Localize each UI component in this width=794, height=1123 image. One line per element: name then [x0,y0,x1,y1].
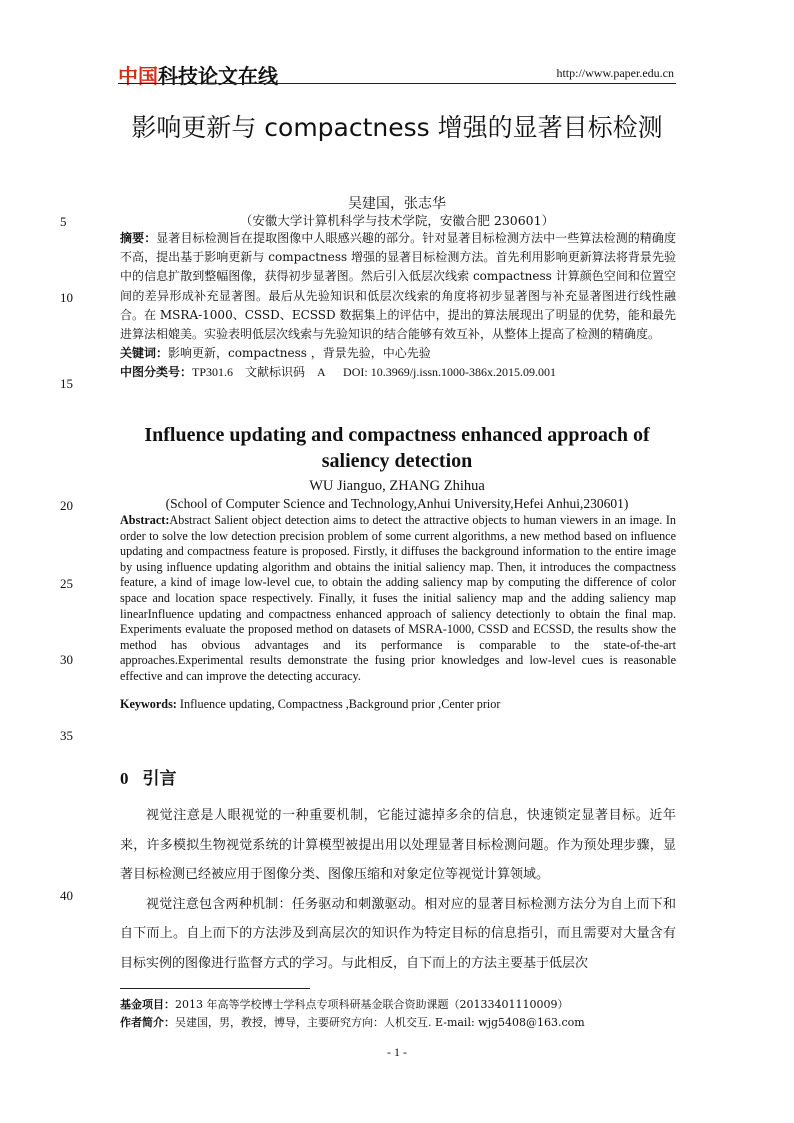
classification-line: 中图分类号：TP301.6 文献标识码 A DOI: 10.3969/j.issn.1000-386x.2015.09.001 [120,365,557,380]
logo-black-text: 科技论文在线 [158,64,278,88]
fund-label: 基金项目： [120,998,175,1011]
chinese-abstract-block [120,229,676,383]
english-abstract [120,513,676,685]
english-keywords-text: Influence updating, Compactness ,Background prior ,Center prior [179,697,501,711]
english-authors: WU Jianguo, ZHANG Zhihua [309,478,485,494]
english-title: Influence updating and compactness enhanced approach of saliency detection [144,424,650,472]
line-number: 30 [60,652,73,667]
fund-footnote [120,996,676,1012]
author-footnote [120,1014,676,1030]
chinese-title: 影响更新与 compactness 增强的显著目标检测 [131,113,663,142]
chinese-authors: 吴建国，张志华 [348,196,446,212]
line-number: 5 [60,214,67,229]
author-text: 吴建国，男，教授，博导，主要研究方向：人机交互. E-mail: wjg5408@163.com [175,1016,585,1029]
fund-text: 2013 年高等学校博士学科点专项科研基金联合资助课题（20133401110009） [175,998,569,1011]
line-number: 25 [60,576,73,591]
section-number: 0 [120,769,129,788]
classification-label: 中图分类号 [120,365,181,380]
classification-text: TP301.6 文献标识码 A DOI: 10.3969/j.issn.1000-386x.2015.09.001 [192,365,557,380]
english-abstract-label: Abstract: [120,513,170,527]
english-keywords [120,697,676,712]
paragraph: 视觉注意包含两种机制：任务驱动和刺激驱动。相对应的显著目标检测方法分为自上而下和自下而上。自上而下的方法涉及到高层次的知识作为特定目标的信息指引，而且需要对大量含有目标实例的图像进行监督方式的学习。与此相反，自下而上的方法主要基于低层次 [120,896,676,971]
chinese-keywords: 关键词：影响更新，compactness ，背景先验，中心先验 [120,346,431,361]
section-heading [120,764,177,789]
english-affiliation: (School of Computer Science and Technology,Anhui University,Hefei Anhui,230601) [165,496,629,511]
line-number: 15 [60,376,73,391]
english-keywords-label: Keywords: [120,697,177,711]
line-number: 40 [60,888,73,903]
chinese-abstract: 摘要：显著目标检测旨在提取图像中人眼感兴趣的部分。针对显著目标检测方法中一些算法检测的精确度不高，提出基于影响更新与 compactness 增强的显著目标检测方法。首先利用影响更新算法将背景先验中的信息扩散到整幅图像，获得初步显著图。然后引入低层次线索 compactness 计算颜色空间和位置空间的差异形成补充显著图。最后从先验知识和低层次线索的角度将初步显著图与补充显著图进行线性融合。在 MSRA-1000、CSSD、ECSSD 数据集上的评估中，提出的算法展现出了明显的优势，能和最先进算法相媲美。实验表明低层次线索与先验知识的结合能够有效互补，从整体上提高了检测的精确度。 [120,231,676,342]
body-text [120,801,676,978]
chinese-affiliation: （安徽大学计算机科学与技术学院，安徽合肥 230601） [239,213,555,228]
header-rule [118,83,676,84]
abstract-label: 摘要 [120,231,145,245]
line-number: 20 [60,498,73,513]
english-abstract-text: Abstract Salient object detection aims to detect the attractive objects to human viewers in an image. In order to solve the low detection precision problem of some current algorithms, a new method based on influence updating and compactness feature is proposed. Firstly, it diffuses the background information to the entire image by using influence updating algorithm and obtains the initial saliency map. Then, it introduces the compactness feature, a kind of image low-level cue, to obtain the adding saliency map by computing the difference of color space and location space respectively. Finally, it fuses the initial saliency map and the adding saliency map linearInfluence updating and compactness enhanced approach of saliency detectionly to obtain the final map. Experiments evaluate the proposed method on datasets of MSRA-1000, CSSD and ECSSD, the results show the method has obvious advantages and its performance is comparable to the state-of-the-art approaches.Experimental results demonstrate the fusing prior knowledges and low-level cues is reasonable effective and can improve the detecting accuracy. [120,513,676,683]
logo-red-text: 中国 [118,64,158,88]
footnote-rule [120,988,310,989]
keywords-text: 影响更新，compactness ，背景先验，中心先验 [168,346,431,361]
author-label: 作者简介： [120,1016,175,1029]
journal-logo [118,60,278,89]
paragraph: 视觉注意是人眼视觉的一种重要机制，它能过滤掉多余的信息，快速锁定显著目标。近年来，许多模拟生物视觉系统的计算模型被提出用以处理显著目标检测问题。作为预处理步骤，显著目标检测已经被应用于图像分类、图像压缩和对象定位等视觉计算领域。 [120,808,676,882]
header-url[interactable]: http://www.paper.edu.cn [556,66,674,80]
page-number: - 1 - [387,1045,407,1059]
keywords-label: 关键词 [120,346,157,361]
section-title: 引言 [142,769,177,789]
line-number: 35 [60,728,73,743]
abstract-text: 显著目标检测旨在提取图像中人眼感兴趣的部分。针对显著目标检测方法中一些算法检测的精确度不高，提出基于影响更新与 compactness 增强的显著目标检测方法。首先利用影响更新算法将背景先验中的信息扩散到整幅图像，获得初步显著图。然后引入低层次线索 compactness 计算颜色空间和位置空间的差异形成补充显著图。最后从先验知识和低层次线索的角度将初步显著图与补充显著图进行线性融合。在 MSRA-1000、CSSD、ECSSD 数据集上的评估中，提出的算法展现出了明显的优势，能和最先进算法相媲美。实验表明低层次线索与先验知识的结合能够有效互补，从整体上提高了检测的精确度。 [120,231,676,342]
line-number: 10 [60,290,73,305]
